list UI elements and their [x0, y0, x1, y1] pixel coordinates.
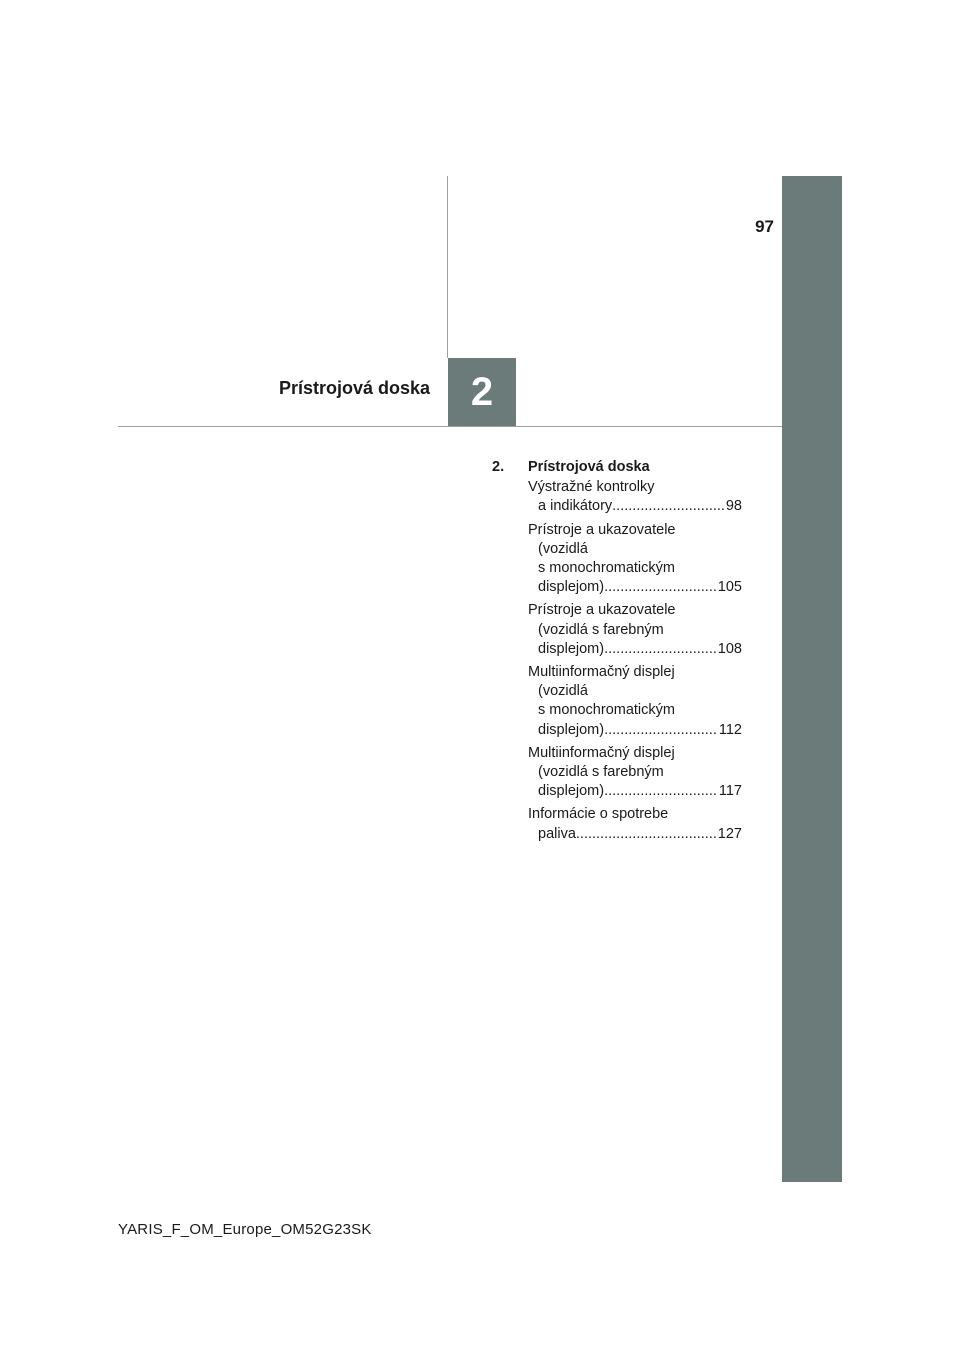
- toc-entry-line: s monochromatickým: [538, 702, 675, 719]
- toc-entry-line: s monochromatickým: [538, 560, 675, 577]
- dot-leader: [576, 825, 717, 844]
- toc-entry-line: (vozidlá s farebným: [538, 621, 664, 638]
- toc-entry[interactable]: [528, 663, 742, 740]
- toc-entry-page: 127: [717, 825, 742, 842]
- dot-leader: [604, 640, 717, 659]
- toc-section-number: 2.: [492, 459, 505, 475]
- toc-entry[interactable]: [528, 805, 742, 843]
- toc-section-heading: [492, 458, 742, 477]
- toc-entry-line: displejom): [538, 579, 605, 596]
- toc-entry-line: displejom): [538, 640, 605, 657]
- toc-entry-line: a indikátory: [538, 498, 613, 515]
- page-number: 97: [755, 217, 774, 236]
- toc-entry[interactable]: [528, 601, 742, 659]
- toc-entry-page: 117: [718, 783, 742, 800]
- toc-entry-leader: [528, 825, 742, 844]
- toc-entry-page: 112: [718, 721, 742, 738]
- dot-leader: [604, 782, 718, 801]
- toc-entry-line: Multiinformačný displej: [528, 744, 675, 761]
- toc-entry-leader: [528, 497, 742, 516]
- chapter-title: Prístrojová doska: [278, 378, 430, 398]
- toc-entry-leader: [528, 782, 742, 801]
- toc-entry[interactable]: [528, 744, 742, 802]
- dot-leader: [612, 497, 725, 516]
- toc-entry-line: (vozidlá: [538, 683, 588, 700]
- toc-entry-leader: [528, 578, 742, 597]
- toc-entry[interactable]: [528, 521, 742, 598]
- vertical-divider: [447, 176, 448, 358]
- table-of-contents: [492, 458, 742, 848]
- toc-entry-line: Výstražné kontrolky: [528, 479, 655, 496]
- toc-entry-line: Prístroje a ukazovatele: [528, 602, 676, 619]
- toc-entry-line: paliva: [538, 825, 576, 842]
- toc-entry-line: displejom): [538, 721, 605, 738]
- toc-entry-line: (vozidlá s farebným: [538, 764, 664, 781]
- toc-entry-leader: [528, 721, 742, 740]
- toc-entry-line: displejom): [538, 783, 605, 800]
- toc-entry-page: 108: [717, 640, 742, 657]
- toc-entry-leader: [528, 640, 742, 659]
- toc-section-title: Prístrojová doska: [528, 459, 650, 475]
- toc-entry-page: 98: [725, 498, 742, 515]
- toc-entry-line: Informácie o spotrebe: [528, 806, 669, 823]
- dot-leader: [604, 721, 718, 740]
- toc-entry[interactable]: [528, 478, 742, 516]
- toc-entry-page: 105: [717, 579, 742, 596]
- side-tab: [782, 176, 842, 1182]
- dot-leader: [604, 578, 717, 597]
- horizontal-divider: [118, 426, 782, 427]
- toc-entry-line: Prístroje a ukazovatele: [528, 521, 676, 538]
- toc-entry-line: Multiinformačný displej: [528, 664, 675, 681]
- document-code: YARIS_F_OM_Europe_OM52G23SK: [118, 1221, 372, 1238]
- toc-entry-line: (vozidlá: [538, 540, 588, 557]
- chapter-number-box: 2: [448, 358, 516, 426]
